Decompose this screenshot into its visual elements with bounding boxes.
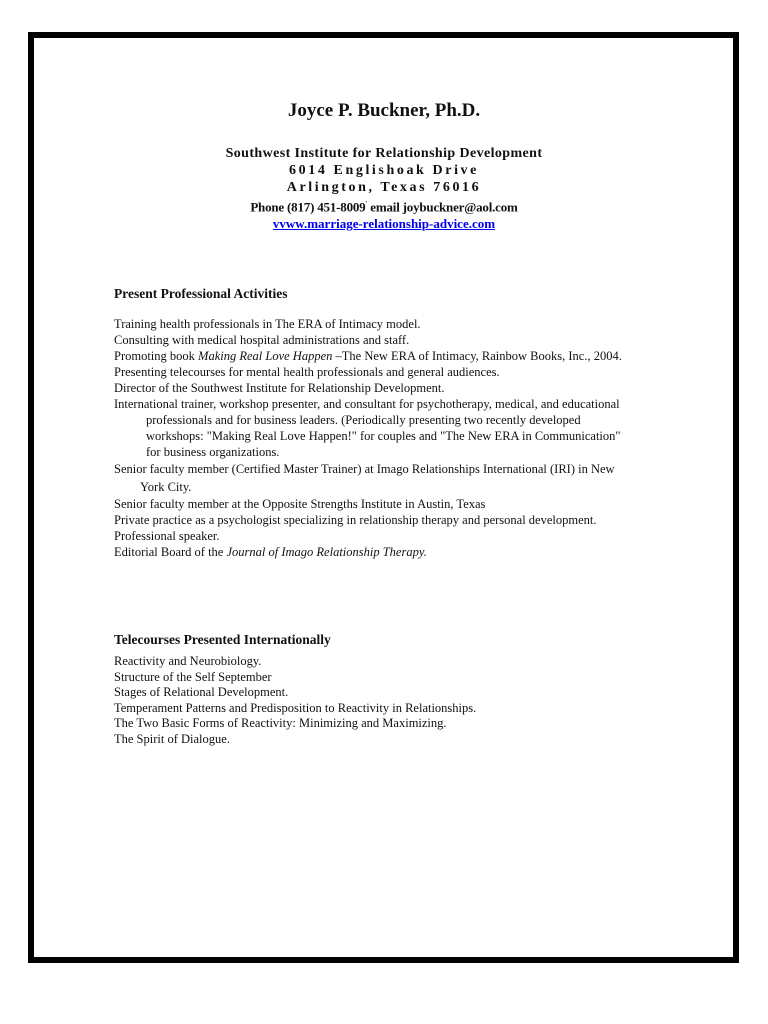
phone-email-line [0,196,768,215]
list-item: Structure of the Self September [114,669,272,684]
list-item: The Two Basic Forms of Reactivity: Minimizing and Maximizing. [114,716,447,731]
present-activities-list [114,316,634,560]
city-address: Arlington, Texas 76016 [286,180,482,195]
list-item: Consulting with medical hospital administrations and staff. [114,333,410,347]
present-activities-heading: Present Professional Activities [114,286,288,301]
list-item: Training health professionals in The ERA of Intimacy model. [114,317,421,331]
telecourses-list [114,654,634,748]
institute-name: Southwest Institute for Relationship Development [225,146,543,161]
list-item: Stages of Relational Development. [114,685,289,700]
list-item: Presenting telecourses for mental health professionals and general audiences. [114,365,500,379]
website-link[interactable]: vvww.marriage-relationship-advice.com [272,216,496,232]
list-item: International trainer, workshop presenter, and consultant for psychotherapy, medical, and educational professionals and for business leaders. (Periodically presenting two recently developed workshops: "Making Real Love Happen!" for couples and "The New ERA in Communication" for business organizations. [114,397,621,459]
book-title: Making Real Love Happen [198,349,333,363]
list-item: Promoting book Making Real Love Happen –The New ERA of Intimacy, Rainbow Books, Inc., 2004. [114,349,622,363]
email-address: email joybuckner@aol.com [367,199,518,215]
list-item: The Spirit of Dialogue. [114,731,230,746]
phone-number: Phone (817) 451-8009 [250,199,366,215]
list-item: Temperament Patterns and Predisposition to Reactivity in Relationships. [114,700,477,715]
list-item: Editorial Board of the Journal of Imago Relationship Therapy. [114,545,427,559]
list-item: Private practice as a psychologist specializing in relationship therapy and personal development. [114,513,597,527]
journal-title: Journal of Imago Relationship Therapy. [226,545,427,559]
phone-mark: ' [365,200,368,208]
list-item: Director of the Southwest Institute for Relationship Development. [114,381,445,395]
resume-name: Joyce P. Buckner, Ph.D. [287,100,481,121]
telecourses-heading: Telecourses Presented Internationally [114,632,331,647]
list-item: Reactivity and Neurobiology. [114,654,262,668]
list-item: Senior faculty member at the Opposite Strengths Institute in Austin, Texas [114,497,486,511]
street-address: 6014 Englishoak Drive [289,163,479,178]
list-item: Senior faculty member (Certified Master Trainer) at Imago Relationships International (IRI) in New York City. [114,462,615,494]
contact-block [0,145,768,232]
list-item: Professional speaker. [114,529,220,543]
